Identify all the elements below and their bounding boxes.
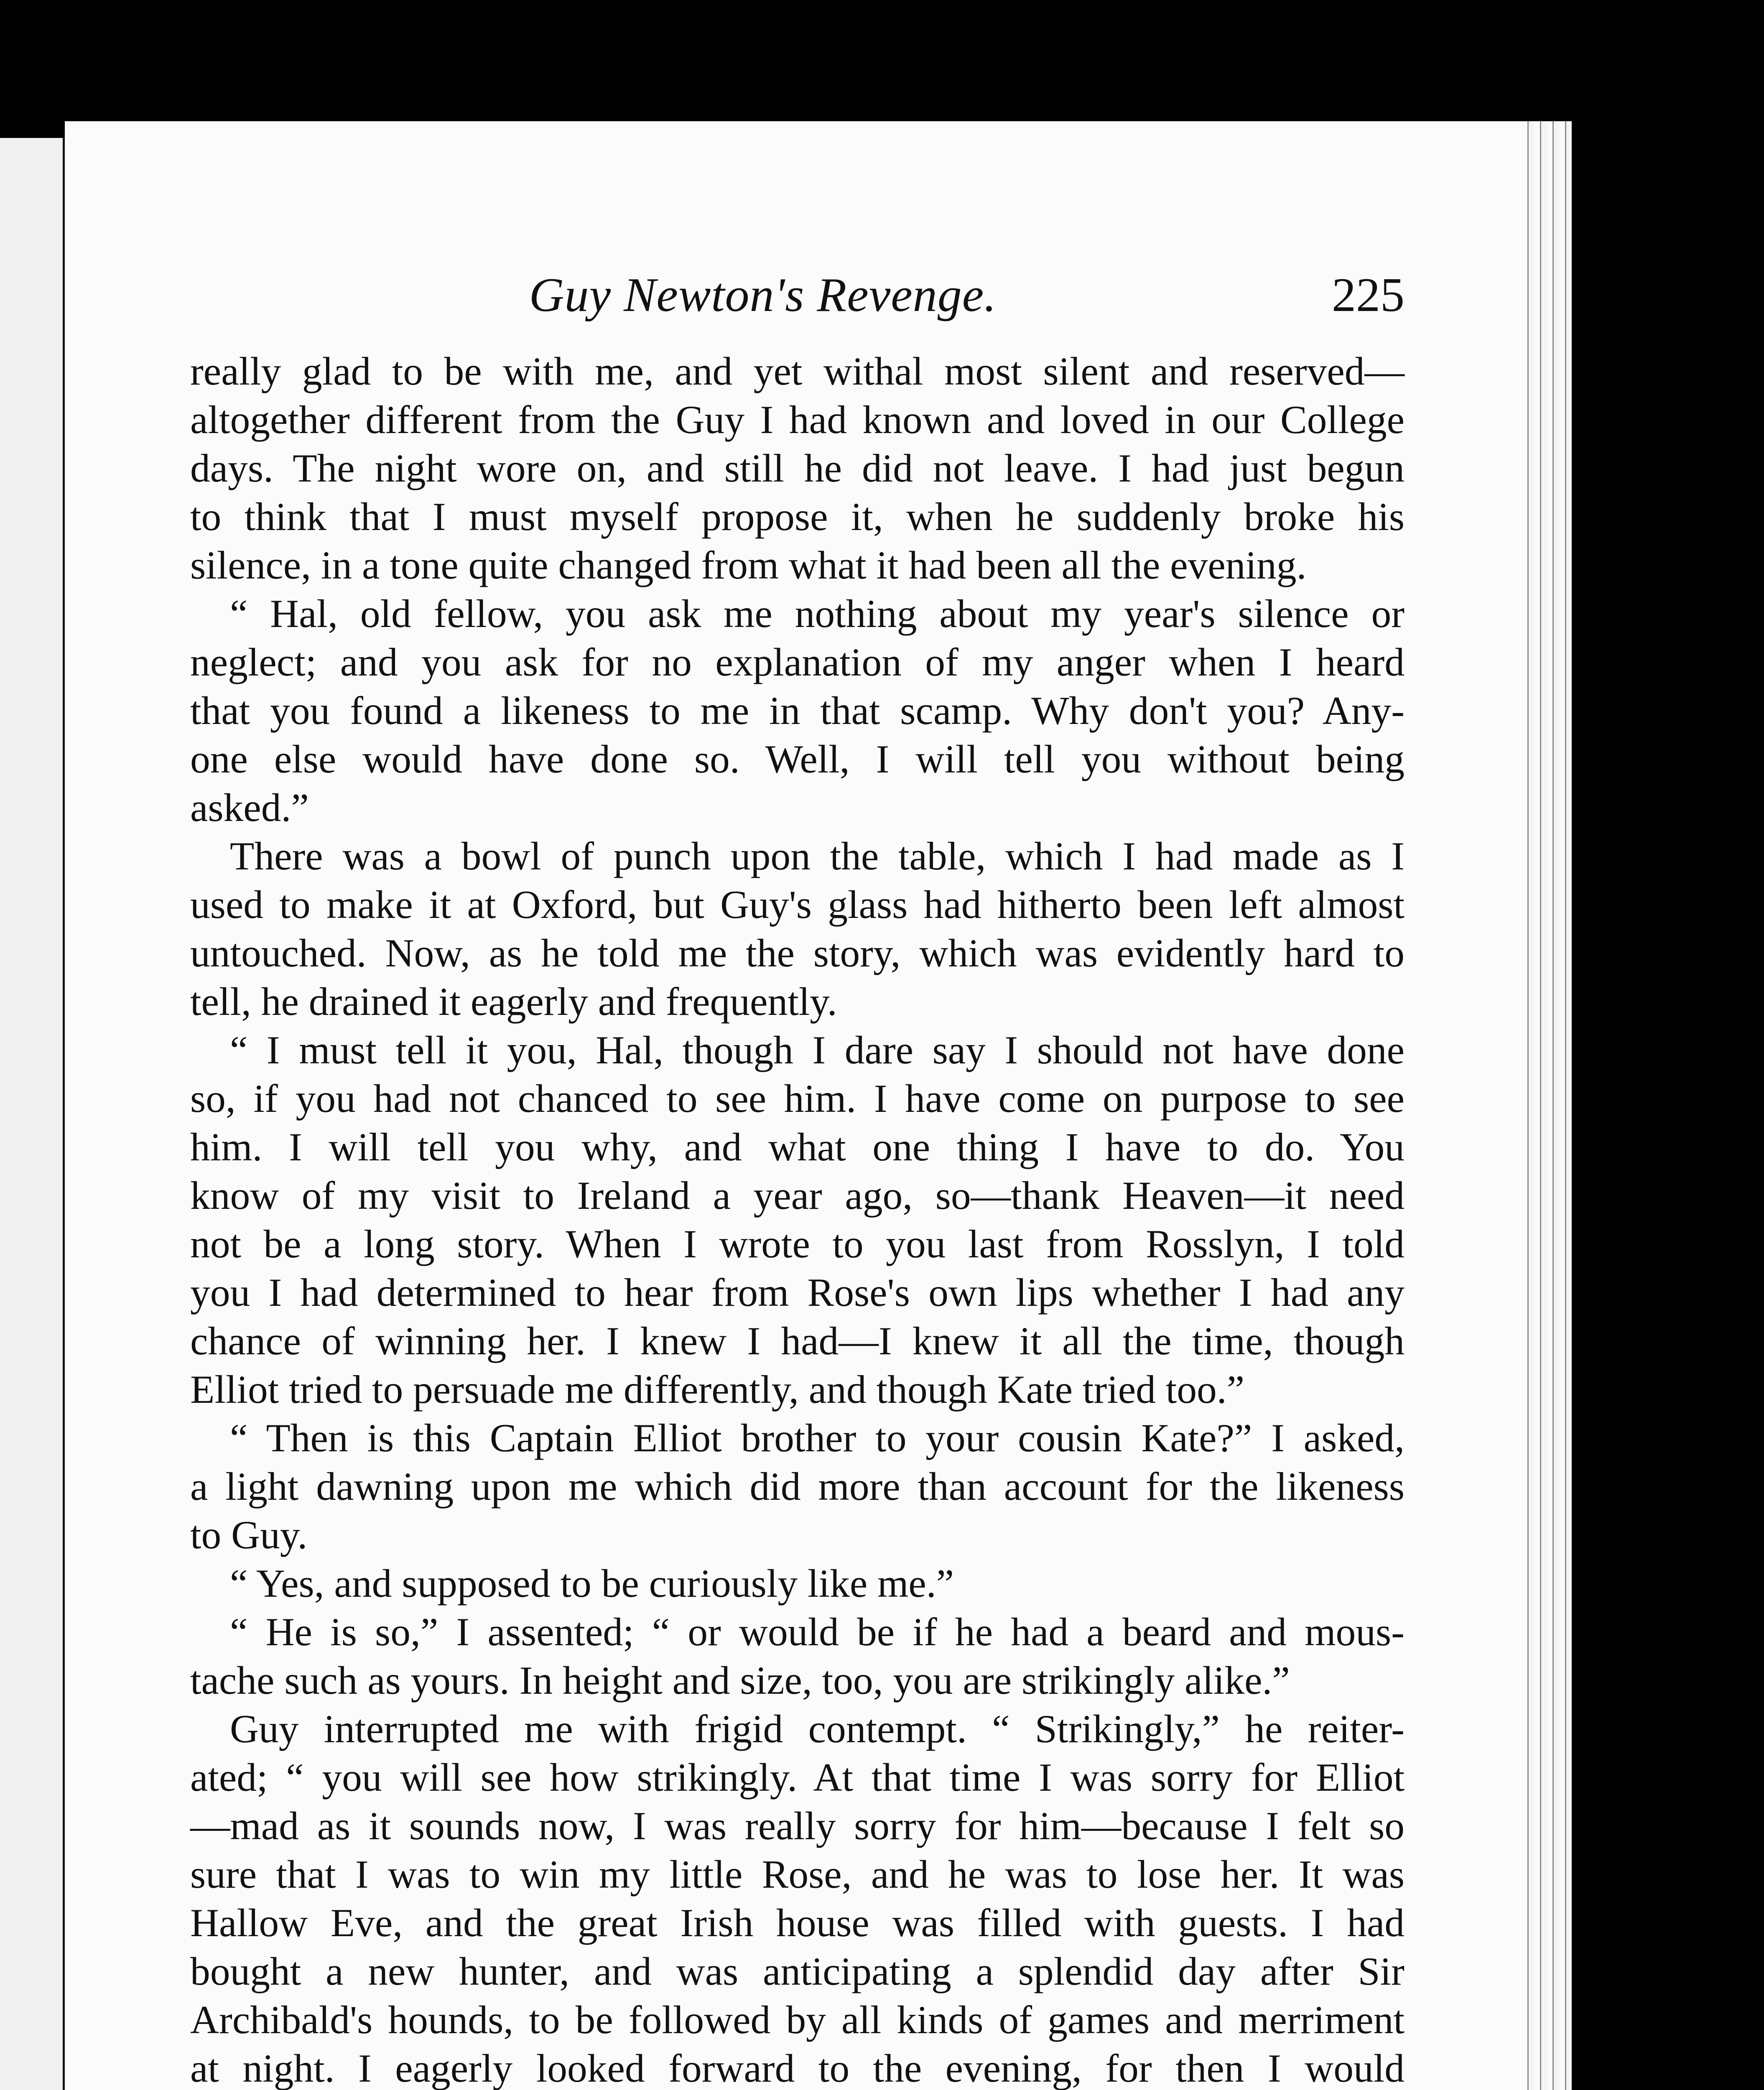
text-line: “ Then is this Captain Elliot brother to your cousin Kate?” I asked,: [230, 1416, 1405, 1460]
text-line: chance of winning her. I knew I had—I knew it all the time, though: [190, 1319, 1405, 1363]
running-title: Guy Newton's Revenge.: [529, 268, 997, 322]
text-line: “ Yes, and supposed to be curiously like me.”: [230, 1561, 954, 1606]
text-line: ated; “ you will see how strikingly. At that time I was sorry for Elliot: [190, 1755, 1405, 1799]
text-line: untouched. Now, as he told me the story, which was evidently hard to: [190, 931, 1405, 975]
text-line: “ He is so,” I assented; “ or would be if he had a beard and mous-: [230, 1610, 1405, 1654]
text-line: neglect; and you ask for no explanation of my anger when I heard: [190, 640, 1405, 684]
text-line: Hallow Eve, and the great Irish house was filled with guests. I had: [190, 1901, 1405, 1945]
text-line: silence, in a tone quite changed from what it had been all the evening.: [190, 543, 1307, 587]
text-line: you I had determined to hear from Rose's own lips whether I had any: [190, 1270, 1405, 1315]
text-line: really glad to be with me, and yet withal most silent and reserved—: [190, 349, 1405, 393]
text-line: tache such as yours. In height and size, too, you are strikingly alike.”: [190, 1658, 1290, 1703]
text-line: a light dawning upon me which did more than account for the likeness: [190, 1464, 1405, 1509]
text-line: that you found a likeness to me in that scamp. Why don't you? Any-: [190, 688, 1405, 733]
text-line: bought a new hunter, and was anticipating a splendid day after Sir: [190, 1949, 1405, 1993]
text-line: him. I will tell you why, and what one thing I have to do. You: [190, 1125, 1405, 1169]
text-line: Elliot tried to persuade me differently, and though Kate tried too.”: [190, 1367, 1245, 1412]
text-line: to Guy.: [190, 1513, 308, 1557]
text-line: sure that I was to win my little Rose, and he was to lose her. It was: [190, 1852, 1405, 1896]
text-line: —mad as it sounds now, I was really sorry for him—because I felt so: [190, 1804, 1405, 1848]
text-line: to think that I must myself propose it, when he suddenly broke his: [190, 494, 1405, 539]
text-line: one else would have done so. Well, I will tell you without being: [190, 737, 1405, 781]
text-line: tell, he drained it eagerly and frequently.: [190, 979, 837, 1024]
text-line: at night. I eagerly looked forward to the evening, for then I would: [190, 2046, 1405, 2090]
text-line: not be a long story. When I wrote to you last from Rosslyn, I told: [190, 1222, 1405, 1266]
page-stack-edge: [1522, 121, 1572, 2090]
text-line: Archibald's hounds, to be followed by all kinds of games and merriment: [190, 1998, 1405, 2042]
text-line: asked.”: [190, 785, 309, 830]
text-line: “ I must tell it you, Hal, though I dare say I should not have done: [230, 1028, 1405, 1072]
text-line: There was a bowl of punch upon the table, which I had made as I: [230, 834, 1405, 878]
text-line: so, if you had not chanced to see him. I have come on purpose to see: [190, 1076, 1405, 1121]
text-line: “ Hal, old fellow, you ask me nothing about my year's silence or: [230, 591, 1405, 636]
text-line: Guy interrupted me with frigid contempt. “ Strikingly,” he reiter-: [230, 1707, 1405, 1751]
page-header: [121, 268, 1405, 334]
text-line: used to make it at Oxford, but Guy's glass had hitherto been left almost: [190, 882, 1405, 927]
page-number: 225: [1332, 268, 1405, 322]
body-text: [190, 347, 1405, 2090]
text-line: days. The night wore on, and still he did not leave. I had just begun: [190, 446, 1405, 490]
text-line: altogether different from the Guy I had known and loved in our College: [190, 398, 1405, 442]
facing-page-edge: [0, 138, 67, 2090]
text-line: know of my visit to Ireland a year ago, so—thank Heaven—it need: [190, 1173, 1405, 1218]
